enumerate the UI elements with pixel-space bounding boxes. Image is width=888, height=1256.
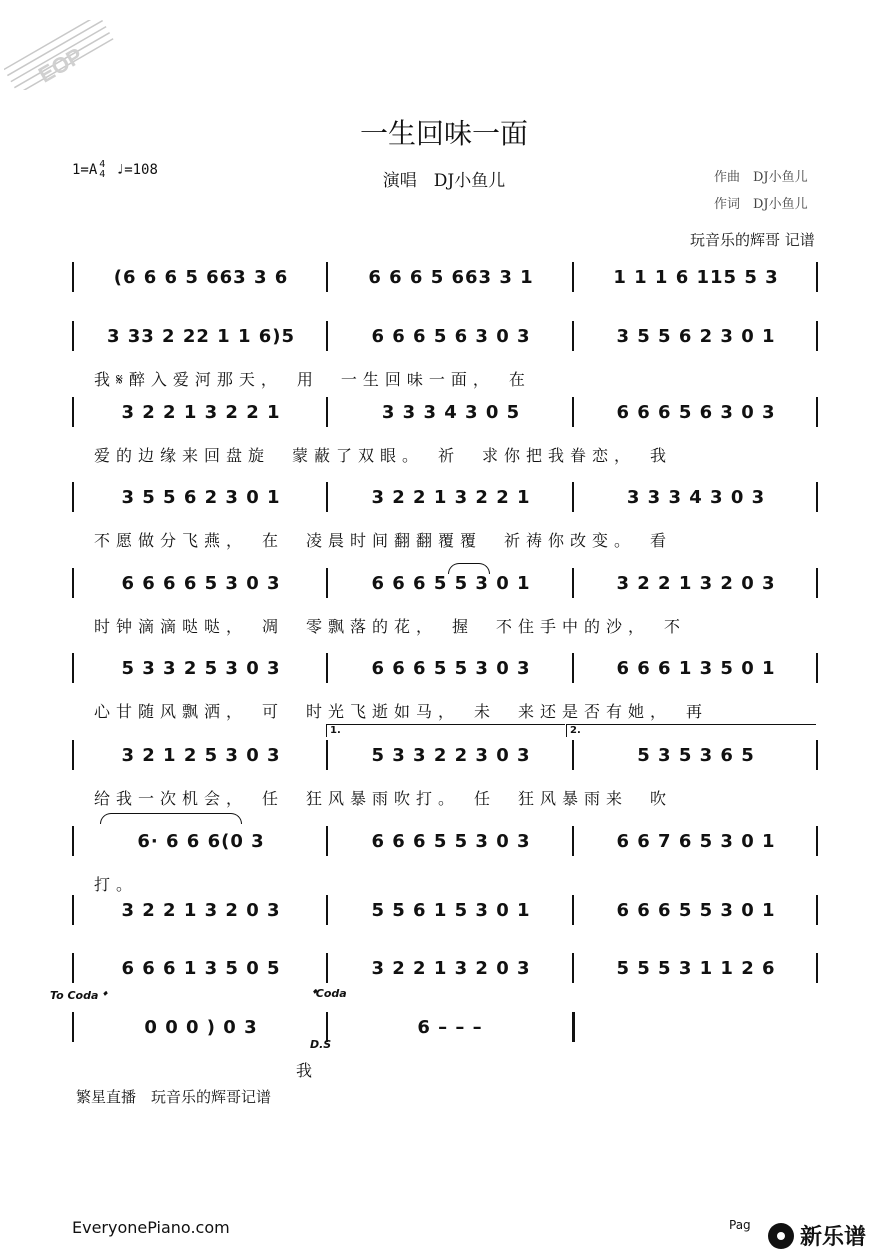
measure-notes: 6 6 6 5 5 3 0 3 (371, 657, 531, 679)
measure-notes: 6 6 6 5 5 3 0 1 (371, 572, 531, 594)
measure-notes: 6 6 6 1 3 5 0 1 (616, 657, 776, 679)
site-link[interactable]: EveryonePiano.com (72, 1218, 230, 1237)
measure (338, 653, 564, 683)
brand-name: 新乐谱 (800, 1225, 867, 1250)
vinyl-disc-icon (768, 1223, 794, 1249)
notation-row (72, 895, 824, 925)
measure-notes: 3 3 3 4 3 0 3 (626, 486, 766, 508)
measure (584, 653, 808, 683)
lyric-line: 时钟滴滴哒哒， 凋 零飘落的花， 握 不住手中的沙， 不 (94, 617, 687, 636)
notation-row (72, 653, 824, 683)
measure-notes: 1 1 1 6 115 5 3 (613, 266, 779, 288)
barline (72, 1012, 74, 1042)
measure-notes: 6· 6 6 6(0 3 (137, 830, 265, 852)
barline (72, 740, 74, 770)
measure-notes: 3 33 2 22 1 1 6)5 (106, 325, 296, 347)
barline (326, 653, 328, 683)
barline (72, 568, 74, 598)
measure-notes: 3 5 5 6 2 3 0 1 (616, 325, 776, 347)
notation-row (72, 1012, 824, 1042)
measure-notes: 6 6 6 5 6 3 0 3 (616, 401, 776, 423)
measure (84, 653, 318, 683)
barline (572, 262, 574, 292)
measure-notes: 6 6 7 6 5 3 0 1 (616, 830, 776, 852)
measure (338, 895, 564, 925)
measure-notes: 5 3 3 2 5 3 0 3 (121, 657, 281, 679)
measure (338, 1012, 562, 1042)
lyric-line: 心甘随风飘洒， 可 时光飞逝如马， 未 来还是否有她， 再 (94, 702, 709, 721)
barline (326, 482, 328, 512)
barline (572, 740, 574, 770)
measure (84, 262, 318, 292)
measure-notes: 5 5 6 1 5 3 0 1 (371, 899, 531, 921)
measure (584, 826, 808, 856)
measure (84, 482, 318, 512)
barline (72, 653, 74, 683)
barline (816, 262, 818, 292)
watermark-text: EOP (34, 42, 87, 88)
notation-row (72, 482, 824, 512)
barline (326, 826, 328, 856)
measure-notes: 6 6 6 1 3 5 0 5 (121, 957, 281, 979)
measure-notes: (6 6 6 5 663 3 6 (113, 266, 289, 288)
measure-notes: 0 0 0 ) 0 3 (144, 1016, 258, 1038)
measure-notes: 6 6 6 5 663 3 1 (368, 266, 534, 288)
eop-logo-icon (4, 20, 114, 90)
lyric-line: 爱的边缘来回盘旋 蒙蔽了双眼。 祈 求你把我眷恋， 我 (94, 446, 673, 465)
barline (816, 653, 818, 683)
barline (326, 397, 328, 427)
measure (584, 740, 808, 770)
measure-notes: 3 3 3 4 3 0 5 (381, 401, 521, 423)
measure (584, 953, 808, 983)
barline (326, 953, 328, 983)
barline (572, 826, 574, 856)
measure (84, 397, 318, 427)
measure (584, 397, 808, 427)
measure-notes: 3 2 2 1 3 2 0 3 (121, 899, 281, 921)
barline (326, 740, 328, 770)
notation-row (72, 953, 824, 983)
measure (84, 321, 318, 351)
dal-segno-mark: D.S (310, 1038, 332, 1051)
measure-notes: 3 2 2 1 3 2 0 3 (616, 572, 776, 594)
measure (584, 482, 808, 512)
measure-notes: 6 – – – (417, 1016, 483, 1038)
coda-mark: 𝄌Coda (312, 987, 347, 1000)
barline (572, 895, 574, 925)
lyric-line: 给我一次机会， 任 狂风暴雨吹打。 任 狂风暴雨来 吹 (94, 789, 673, 808)
brand-logo (768, 1220, 866, 1251)
barline (72, 321, 74, 351)
measure-notes: 3 2 2 1 3 2 2 1 (121, 401, 281, 423)
page-label: Pag (729, 1218, 751, 1232)
barline (816, 826, 818, 856)
measure (584, 321, 808, 351)
tie-slur (448, 563, 490, 574)
measure (338, 740, 564, 770)
barline (72, 953, 74, 983)
composer-credit: 作曲 DJ小鱼儿 (714, 170, 808, 185)
lyric-line: 不愿做分飞燕， 在 凌晨时间翻翻覆覆 祈祷你改变。 看 (94, 531, 673, 550)
barline (816, 895, 818, 925)
measure (84, 953, 318, 983)
measure (338, 482, 564, 512)
measure-notes: 5 3 5 3 6 5 (637, 744, 755, 766)
measure (584, 568, 808, 598)
first-ending-volta: 1. (326, 724, 565, 737)
measure (338, 262, 564, 292)
notation-row (72, 740, 824, 770)
measure (338, 953, 564, 983)
barline (326, 895, 328, 925)
barline (326, 321, 328, 351)
measure (338, 321, 564, 351)
measure (338, 397, 564, 427)
to-coda-mark: To Coda 𝄌 (50, 989, 107, 1002)
barline (572, 568, 574, 598)
barline (572, 397, 574, 427)
notation-row (72, 321, 824, 351)
measure (338, 826, 564, 856)
measure-notes: 5 3 3 2 2 3 0 3 (371, 744, 531, 766)
barline (572, 953, 574, 983)
barline (72, 397, 74, 427)
barline (72, 262, 74, 292)
lyric-line: 我𝄋醉入爱河那天， 用 一生回味一面， 在 (94, 370, 531, 389)
barline (326, 262, 328, 292)
long-tie-slur (100, 813, 242, 824)
barline (572, 482, 574, 512)
measure-notes: 6 6 6 5 6 3 0 3 (371, 325, 531, 347)
tempo-marking: ♩=108 (115, 162, 158, 178)
key-signature: 1=A (72, 162, 98, 178)
measure-notes: 5 5 5 3 1 1 2 6 (616, 957, 776, 979)
barline (816, 482, 818, 512)
barline (816, 953, 818, 983)
notation-row (72, 262, 824, 292)
barline (816, 321, 818, 351)
barline (572, 321, 574, 351)
lyric-line: 打。 (94, 875, 139, 894)
footer-note: 繁星直播 玩音乐的辉哥记谱 (76, 1088, 272, 1106)
measure-notes: 3 2 2 1 3 2 0 3 (371, 957, 531, 979)
measure-notes: 6 6 6 5 5 3 0 1 (616, 899, 776, 921)
measure-notes: 6 6 6 6 5 3 0 3 (121, 572, 281, 594)
measure (84, 1012, 318, 1042)
measure (84, 568, 318, 598)
lyric-line: 我 (296, 1061, 319, 1080)
barline (572, 1012, 575, 1042)
notation-row (72, 397, 824, 427)
barline (72, 895, 74, 925)
barline (816, 397, 818, 427)
second-ending-volta: 2. (566, 724, 816, 737)
measure (584, 262, 808, 292)
measure-notes: 3 5 5 6 2 3 0 1 (121, 486, 281, 508)
measure (584, 895, 808, 925)
lyricist-credit: 作词 DJ小鱼儿 (714, 197, 808, 212)
barline (816, 740, 818, 770)
measure (84, 895, 318, 925)
measure (84, 826, 318, 856)
barline (816, 568, 818, 598)
recorder-credit: 玩音乐的辉哥 记谱 (690, 231, 815, 249)
song-title: 一生回味一面 (359, 117, 528, 150)
barline (72, 482, 74, 512)
singer-credit: 演唱 DJ小鱼儿 (382, 171, 506, 191)
measure-notes: 3 2 2 1 3 2 2 1 (371, 486, 531, 508)
barline (72, 826, 74, 856)
time-signature: 4 4 (99, 159, 106, 180)
measure-notes: 6 6 6 5 5 3 0 3 (371, 830, 531, 852)
barline (326, 568, 328, 598)
notation-row (72, 826, 824, 856)
measure (84, 740, 318, 770)
barline (572, 653, 574, 683)
measure-notes: 3 2 1 2 5 3 0 3 (121, 744, 281, 766)
